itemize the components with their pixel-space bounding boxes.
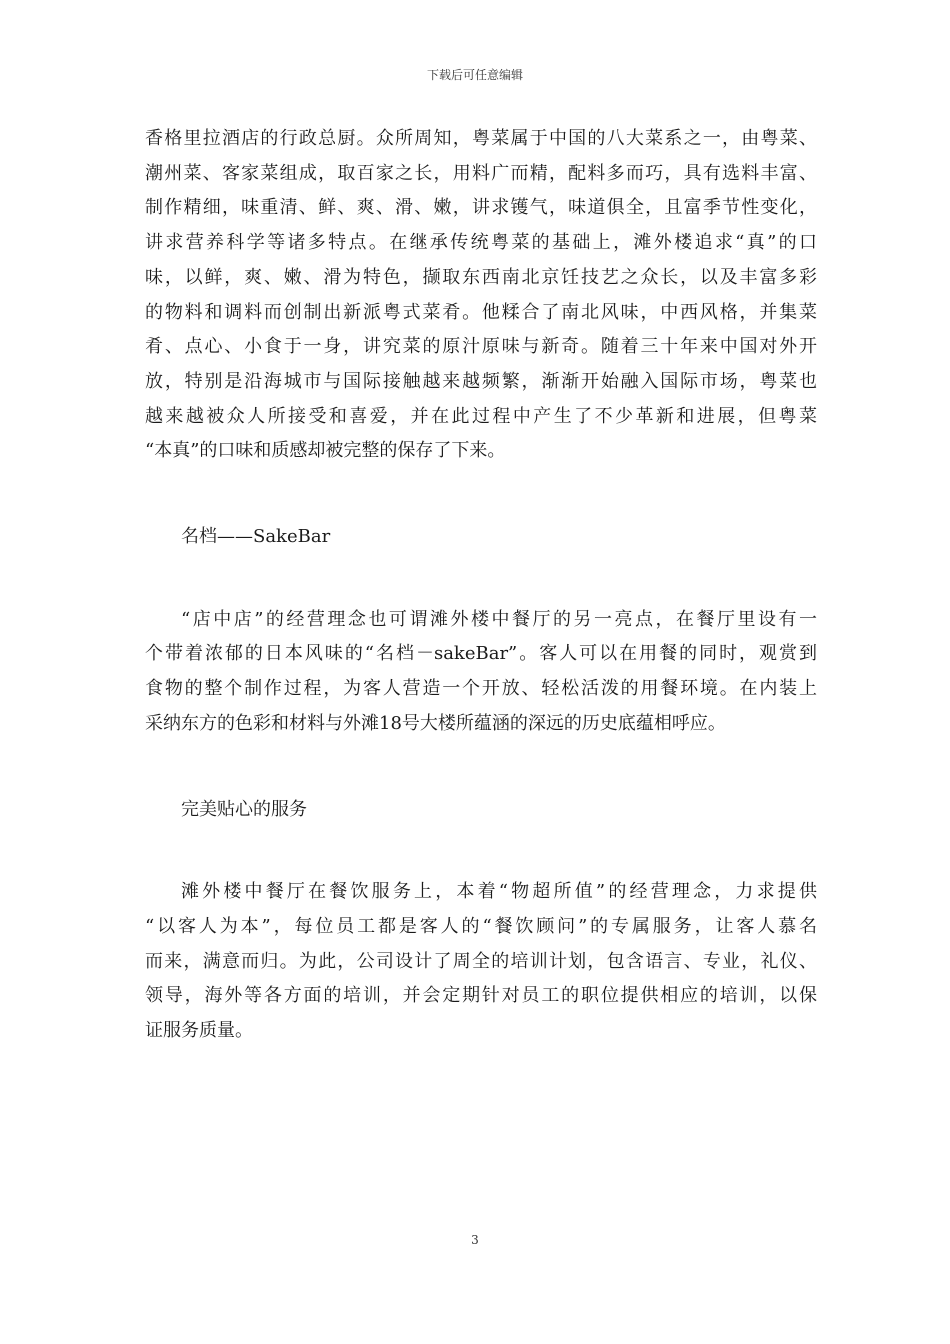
paragraph-line: 领导，海外等各方面的培训，并会定期针对员工的职位提供相应的培训，以保: [145, 985, 817, 1007]
section-heading-service: 完美贴心的服务: [181, 798, 307, 820]
paragraph-line: 而来，满意而归。为此，公司设计了周全的培训计划，包含语言、专业，礼仪、: [145, 950, 817, 972]
paragraph-service: [145, 875, 817, 1049]
page-number: 3: [471, 1233, 479, 1247]
paragraph-line: 香格里拉酒店的行政总厨。众所周知，粤菜属于中国的八大菜系之一，由粤菜、: [145, 128, 817, 149]
page-header-note: 下载后可任意编辑: [426, 68, 523, 82]
section-heading-sakebar: 名档——SakeBar: [181, 526, 331, 548]
paragraph-line: 个带着浓郁的日本风味的“名档－sakeBar”。客人可以在用餐的同时，观赏到: [145, 643, 817, 665]
paragraph-line: 食物的整个制作过程，为客人营造一个开放、轻松活泼的用餐环境。在内装上: [145, 678, 817, 700]
paragraph-line: 的物料和调料而创制出新派粤式菜肴。他糅合了南北风味，中西风格，并集菜: [145, 301, 817, 323]
paragraph-line: 证服务质量。: [145, 1020, 253, 1042]
paragraph-line: “店中店”的经营理念也可谓滩外楼中餐厅的另一亮点，在餐厅里设有一: [181, 608, 817, 630]
paragraph-line: 滩外楼中餐厅在餐饮服务上，本着“物超所值”的经营理念，力求提供: [181, 881, 817, 903]
paragraph-line: 讲求营养科学等诸多特点。在继承传统粤菜的基础上，滩外楼追求“真”的口: [145, 232, 817, 254]
paragraph-line: 越来越被众人所接受和喜爱，并在此过程中产生了不少革新和进展，但粤菜: [145, 405, 817, 427]
paragraph-line: 肴、点心、小食于一身，讲究菜的原汁原味与新奇。随着三十年来中国对外开: [145, 336, 817, 358]
paragraph-sakebar: [145, 603, 817, 742]
paragraph-line: 采纳东方的色彩和材料与外滩18号大楼所蕴涵的深远的历史底蕴相呼应。: [145, 712, 726, 734]
document-body: [145, 122, 817, 1049]
paragraph-cantonese-cuisine: [145, 122, 817, 469]
paragraph-line: “以客人为本”，每位员工都是客人的“餐饮顾问”的专属服务，让客人慕名: [145, 915, 817, 937]
paragraph-line: 制作精细，味重清、鲜、爽、滑、嫩，讲求镬气，味道俱全，且富季节性变化，: [145, 197, 817, 219]
paragraph-line: 味，以鲜，爽、嫩、滑为特色，撷取东西南北京饪技艺之众长，以及丰富多彩: [145, 266, 817, 288]
paragraph-line: 放，特别是沿海城市与国际接触越来越频繁，渐渐开始融入国际市场，粤菜也: [145, 370, 817, 392]
paragraph-line: 潮州菜、客家菜组成，取百家之长，用料广而精，配料多而巧，具有选料丰富、: [145, 162, 817, 184]
paragraph-line: “本真”的口味和质感却被完整的保存了下来。: [145, 440, 506, 462]
